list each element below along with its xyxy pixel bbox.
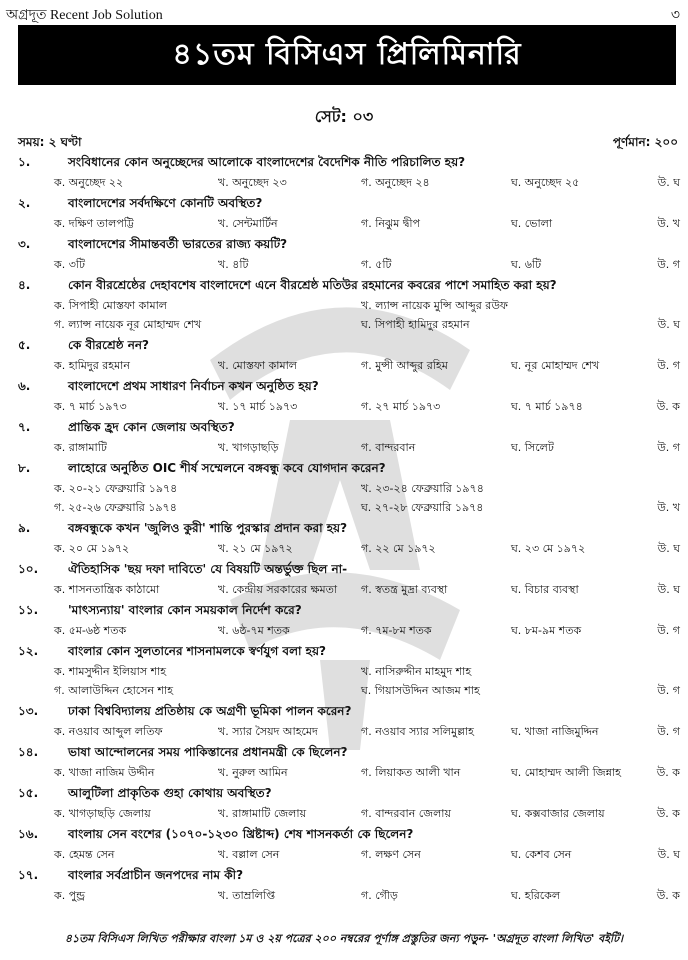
option-1: ক. ২০-২১ ফেব্রুয়ারি ১৯৭৪	[54, 482, 178, 495]
set-label: সেট: ০৩	[314, 107, 374, 126]
option-2: খ. নুরুল আমিন	[218, 766, 288, 779]
answer-label: উ. গ	[657, 359, 680, 372]
option-1: ক. শামসুদ্দীন ইলিয়াস শাহ	[54, 665, 167, 678]
question-number: ১.	[18, 155, 31, 169]
question-text: লাহোরে অনুষ্ঠিত OIC শীর্ষ সম্মেলনে বঙ্গবন্ধু কবে যোগদান করেন?	[68, 461, 386, 475]
question-item	[18, 378, 680, 417]
option-2: খ. তাম্রলিপ্তি	[218, 889, 276, 902]
option-3: গ. লক্ষণ সেন	[361, 848, 421, 861]
option-1: ক. সিপাহী মোস্তফা কামাল	[54, 299, 167, 312]
option-4: ঘ. খাজা নাজিমুদ্দিন	[511, 725, 599, 738]
question-item	[18, 195, 680, 234]
option-3: গ. বান্দরবান	[361, 441, 416, 454]
option-1: ক. শাসনতান্ত্রিক কাঠামো	[54, 583, 160, 596]
question-number: ৯.	[18, 521, 31, 535]
option-4: ঘ. অনুচ্ছেদ ২৫	[511, 176, 580, 189]
question-item	[18, 826, 680, 865]
option-4: ঘ. ৭ মার্চ ১৯৭৪	[511, 400, 583, 413]
option-3: গ. বান্দরবান জেলায়	[361, 807, 451, 820]
question-number: ১১.	[18, 603, 39, 617]
question-text: সংবিধানের কোন অনুচ্ছেদের আলোকে বাংলাদেশের বৈদেশিক নীতি পরিচালিত হয়?	[68, 155, 466, 169]
question-number: ৮.	[18, 461, 31, 475]
option-2: খ. ২৩-২৪ ফেব্রুয়ারি ১৯৭৪	[361, 482, 484, 495]
option-4: ঘ. হরিকেল	[511, 889, 561, 902]
option-4: ঘ. ৬টি	[511, 258, 542, 271]
option-1: ক. হামিদুর রহমান	[54, 359, 130, 372]
option-1: ক. ৩টি	[54, 258, 85, 271]
answer-label: উ. গ	[657, 258, 680, 271]
question-text: 'মাৎস্যন্যায়' বাংলার কোন সময়কাল নির্দেশ করে?	[68, 603, 302, 617]
question-text: কে বীরশ্রেষ্ঠ নন?	[68, 338, 149, 352]
option-2: খ. কেন্দ্রীয় সরকারের ক্ষমতা	[218, 583, 338, 596]
option-3: গ. অনুচ্ছেদ ২৪	[361, 176, 430, 189]
answer-label: উ. গ	[657, 624, 680, 637]
option-1: ক. হেমন্ত সেন	[54, 848, 115, 861]
option-3: গ. ২৭ মার্চ ১৯৭৩	[361, 400, 441, 413]
question-text: প্রান্তিক হ্রদ কোন জেলায় অবস্থিত?	[68, 420, 235, 434]
question-item	[18, 602, 680, 641]
option-3: গ. মুন্সী আব্দুর রহিম	[361, 359, 448, 372]
page-number: ৩	[670, 8, 680, 23]
question-item	[18, 561, 680, 600]
option-1: ক. দক্ষিণ তালপট্টি	[54, 217, 134, 230]
option-3: গ. লিয়াকত আলী খান	[361, 766, 461, 779]
option-1: ক. ৭ মার্চ ১৯৭৩	[54, 400, 127, 413]
option-3: গ. নওয়াব স্যার সলিমুল্লাহ	[361, 725, 474, 738]
option-4: ঘ. সিলেট	[511, 441, 554, 454]
answer-label: উ. খ	[657, 501, 680, 514]
exam-title-banner: ৪১তম বিসিএস প্রিলিমিনারি	[18, 25, 676, 85]
answer-label: উ. গ	[657, 684, 680, 697]
question-text: বাংলায় সেন বংশের (১০৭০-১২৩০ খ্রিষ্টাব্দ) শেষ শাসনকর্তা কে ছিলেন?	[68, 827, 414, 841]
question-item	[18, 154, 680, 193]
answer-label: উ. গ	[657, 725, 680, 738]
option-4: ঘ. নূর মোহাম্মদ শেখ	[511, 359, 600, 372]
option-1: ক. খাজা নাজিম উদ্দীন	[54, 766, 155, 779]
question-text: বঙ্গবন্ধুকে কখন 'জুলিও কুরী' শান্তি পুরস্কার প্রদান করা হয়?	[68, 521, 348, 535]
question-item	[18, 744, 680, 783]
question-number: ৩.	[18, 237, 31, 251]
option-1: ক. অনুচ্ছেদ ২২	[54, 176, 124, 189]
answer-label: উ. ঘ	[657, 583, 680, 596]
option-2: খ. ১৭ মার্চ ১৯৭৩	[218, 400, 298, 413]
answer-label: উ. খ	[657, 217, 680, 230]
option-2: খ. ২১ মে ১৯৭২	[218, 542, 293, 555]
question-text: বাংলার কোন সুলতানের শাসনামলকে স্বর্ণযুগ বলা হয়?	[68, 644, 326, 658]
question-number: ১৭.	[18, 868, 39, 882]
question-text: আলুটিলা প্রাকৃতিক গুহা কোথায় অবস্থিত?	[68, 786, 272, 800]
answer-label: উ. ঘ	[657, 542, 680, 555]
option-2: খ. রাঙ্গামাটি জেলায়	[218, 807, 307, 820]
option-4: ঘ. মোহাম্মদ আলী জিন্নাহ	[511, 766, 621, 779]
option-4: ঘ. ২৭-২৮ ফেব্রুয়ারি ১৯৭৪	[361, 501, 484, 514]
option-2: খ. ৪টি	[218, 258, 249, 271]
option-4: ঘ. ২৩ মে ১৯৭২	[511, 542, 586, 555]
question-text: কোন বীরশ্রেষ্ঠের দেহাবশেষ বাংলাদেশে এনে বীরশ্রেষ্ঠ মতিউর রহমানের কবরের পাশে সমাহিত করা হয়?	[68, 278, 557, 292]
option-4: ঘ. বিচার ব্যবস্থা	[511, 583, 579, 596]
question-item	[18, 277, 680, 335]
question-number: ১৬.	[18, 827, 39, 841]
question-number: ১৩.	[18, 704, 39, 718]
answer-label: উ. ঘ	[657, 848, 680, 861]
option-3: গ. গৌড়	[361, 889, 398, 902]
question-item	[18, 460, 680, 518]
question-text: বাংলাদেশে প্রথম সাধারণ নির্বাচন কখন অনুষ্ঠিত হয়?	[68, 379, 319, 393]
question-item	[18, 643, 680, 701]
option-1: ক. ৫ম-৬ষ্ঠ শতক	[54, 624, 127, 637]
answer-label: উ. গ	[657, 441, 680, 454]
question-number: ১৪.	[18, 745, 39, 759]
option-3: গ. ল্যান্স নায়েক নূর মোহাম্মদ শেখ	[54, 318, 202, 331]
question-item	[18, 785, 680, 824]
answer-label: উ. ক	[656, 766, 680, 779]
question-number: ১০.	[18, 562, 39, 576]
running-header	[6, 3, 680, 21]
question-item	[18, 419, 680, 458]
option-2: খ. অনুচ্ছেদ ২৩	[218, 176, 287, 189]
option-3: গ. নিঝুম দ্বীপ	[361, 217, 420, 230]
option-1: ক. খাগড়াছড়ি জেলায়	[54, 807, 151, 820]
question-item	[18, 867, 680, 906]
question-number: ৫.	[18, 338, 31, 352]
question-text: বাংলার সর্বপ্রাচীন জনপদের নাম কী?	[68, 868, 244, 882]
question-item	[18, 703, 680, 742]
question-item	[18, 337, 680, 376]
option-4: ঘ. ভোলা	[511, 217, 553, 230]
question-number: ১২.	[18, 644, 39, 658]
option-3: গ. ৭ম-৮ম শতক	[361, 624, 432, 637]
question-text: বাংলাদেশের সীমান্তবর্তী ভারতের রাজ্য কয়টি?	[68, 237, 288, 251]
question-number: ৬.	[18, 379, 31, 393]
answer-label: উ. ঘ	[657, 176, 680, 189]
question-number: ৪.	[18, 278, 31, 292]
option-2: খ. ল্যান্স নায়েক মুন্সি আব্দুর রউফ	[361, 299, 508, 312]
footer-promo: ৪১তম বিসিএস লিখিত পরীক্ষার বাংলা ১ম ও ২য় পত্রের ২০০ নম্বরের পূর্ণাঙ্গ প্রস্তুতির জন্য পড়ুন- 'অগ্রদূত বাংলা লিখিত' বইটি।	[64, 932, 624, 945]
option-1: ক. পুন্ড্র	[54, 889, 86, 902]
header-title: অগ্রদূত Recent Job Solution	[6, 8, 163, 23]
answer-label: উ. ক	[656, 807, 680, 820]
question-text: বাংলাদেশের সর্বদক্ষিণে কোনটি অবস্থিত?	[68, 196, 263, 210]
option-4: ঘ. কক্সবাজার জেলায়	[511, 807, 605, 820]
answer-label: উ. ক	[656, 400, 680, 413]
full-marks-label: পূর্ণমান: ২০০	[612, 135, 678, 149]
option-3: গ. আলাউদ্দিন হোসেন শাহ	[54, 684, 173, 697]
option-4: ঘ. কেশব সেন	[511, 848, 572, 861]
option-2: খ. স্যার সৈয়দ আহমেদ	[218, 725, 318, 738]
question-text: ঢাকা বিশ্ববিদ্যালয় প্রতিষ্ঠায় কে অগ্রণী ভূমিকা পালন করেন?	[68, 704, 352, 718]
option-3: গ. ২৫-২৬ ফেব্রুয়ারি ১৯৭৪	[54, 501, 177, 514]
option-4: ঘ. ৮ম-৯ম শতক	[511, 624, 582, 637]
question-text: ভাষা আন্দোলনের সময় পাকিস্তানের প্রধানমন্ত্রী কে ছিলেন?	[68, 745, 348, 759]
option-2: খ. সেন্টমার্টিন	[218, 217, 278, 230]
option-3: গ. স্বতন্ত্র মুদ্রা ব্যবস্থা	[361, 583, 448, 596]
option-2: খ. ৬ষ্ঠ-৭ম শতক	[218, 624, 290, 637]
question-number: ১৫.	[18, 786, 39, 800]
option-2: খ. মোস্তফা কামাল	[218, 359, 297, 372]
answer-label: উ. ঘ	[657, 318, 680, 331]
option-3: গ. ৫টি	[361, 258, 392, 271]
option-4: ঘ. সিপাহী হামিদুর রহমান	[361, 318, 470, 331]
question-item	[18, 236, 680, 275]
option-2: খ. খাগড়াছড়ি	[218, 441, 279, 454]
option-2: খ. বল্লাল সেন	[218, 848, 280, 861]
option-3: গ. ২২ মে ১৯৭২	[361, 542, 436, 555]
option-1: ক. ২০ মে ১৯৭২	[54, 542, 130, 555]
question-number: ৭.	[18, 420, 31, 434]
question-text: ঐতিহাসিক 'ছয় দফা দাবিতে' যে বিষয়টি অন্তর্ভুক্ত ছিল না-	[68, 562, 348, 576]
option-2: খ. নাসিরুদ্দীন মাহমুদ শাহ	[361, 665, 472, 678]
time-label: সময়: ২ ঘণ্টা	[18, 135, 82, 149]
option-1: ক. রাঙ্গামাটি	[54, 441, 107, 454]
question-number: ২.	[18, 196, 31, 210]
question-item	[18, 520, 680, 559]
option-4: ঘ. গিয়াসউদ্দিন আজম শাহ	[361, 684, 480, 697]
option-1: ক. নওয়াব আব্দুল লতিফ	[54, 725, 163, 738]
answer-label: উ. ক	[656, 889, 680, 902]
